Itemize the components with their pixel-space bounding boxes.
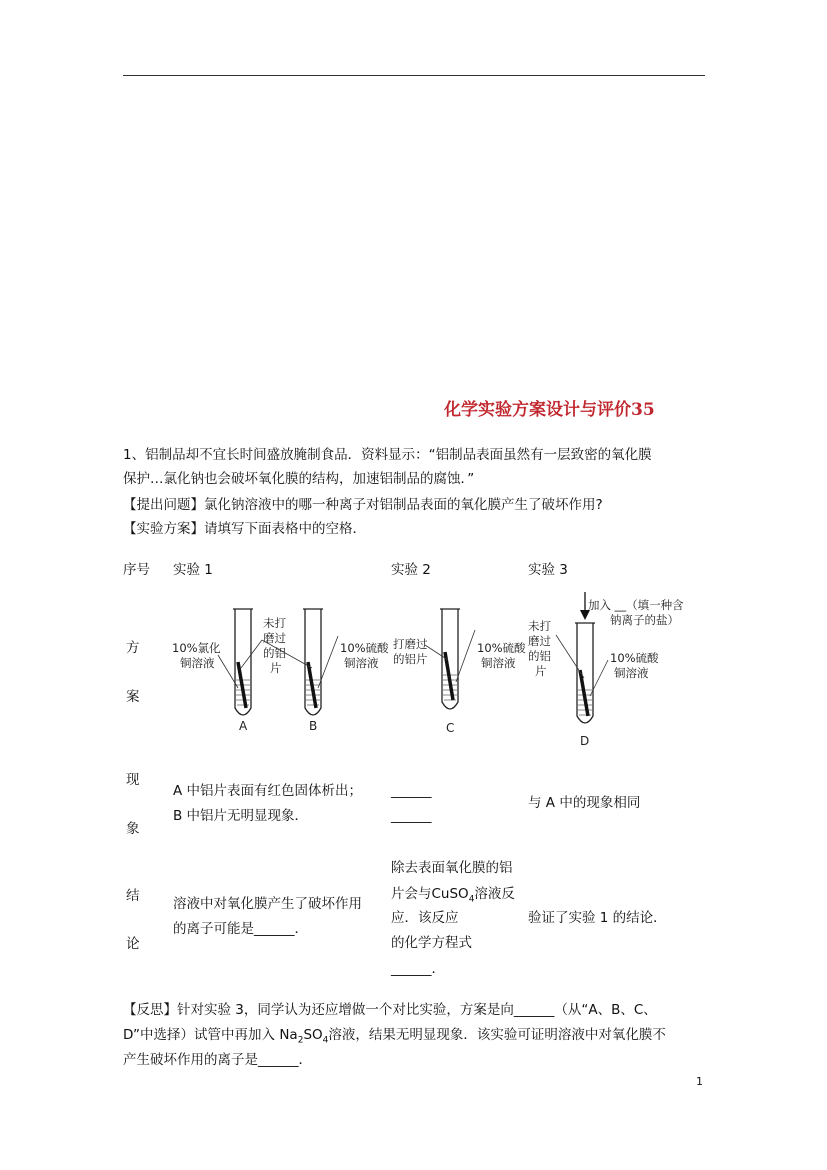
label-d-solution-2: 铜溶液 (614, 666, 649, 680)
page-title: 化学实验方案设计与评价35 (444, 400, 655, 420)
label-a-solution-2: 铜溶液 (180, 656, 215, 670)
label-c-solution-1: 10%硫酸 (477, 641, 526, 655)
observation-exp2-blank-1: ______ (391, 783, 432, 799)
page-number: 1 (696, 1075, 703, 1088)
row-plan-char-2: 案 (126, 689, 140, 705)
label-d-unpolished-4: 片 (535, 664, 547, 678)
tube-label-b: B (309, 719, 318, 733)
label-polished-1: 打磨过 (393, 637, 428, 651)
row-concl-char-2: 论 (126, 936, 140, 952)
reflection-line-2: D”中选择）试管中再加入 $Na_2SO_4$溶液，结果无明显现象．该实验可证明溶液中对氧化膜不 (123, 1027, 666, 1046)
row-concl-char-1: 结 (126, 888, 140, 904)
intro-line-2: 保护…氯化钠也会破坏氧化膜的结构，加速铝制品的腐蚀．” (123, 471, 475, 487)
label-polished-2: 的铝片 (393, 652, 428, 666)
conclusion-exp2-line1: 除去表面氧化膜的铝 (391, 860, 513, 876)
tube-label-c: C (446, 721, 455, 735)
observation-exp1-line2: B 中铝片无明显现象． (173, 808, 309, 824)
label-unpolished-1: 未打 (263, 616, 286, 630)
observation-exp1-line1: A 中铝片表面有红色固体析出； (173, 783, 363, 799)
conclusion-exp2-line3: 应．该反应 (391, 910, 459, 926)
row-plan-char-1: 方 (126, 640, 140, 656)
conclusion-exp2-line2: 片会与CuSO$_4$溶液反 (391, 886, 515, 905)
label-d-solution-1: 10%硫酸 (610, 651, 659, 665)
header-exp2: 实验 2 (391, 562, 431, 578)
conclusion-exp3: 验证了实验 1 的结论． (528, 910, 667, 926)
header-exp3: 实验 3 (528, 562, 568, 578)
label-b-solution-2: 铜溶液 (344, 656, 379, 670)
header-exp1: 实验 1 (173, 562, 213, 578)
label-b-solution-1: 10%硫酸 (340, 641, 389, 655)
label-d-unpolished-3: 的铝 (528, 649, 551, 663)
conclusion-exp1-line1: 溶液中对氧化膜产生了破坏作用 (173, 896, 362, 912)
label-add-salt-2: 钠离子的盐） (610, 613, 679, 627)
observation-exp3: 与 A 中的现象相同 (528, 795, 641, 811)
reflection-line-3: 产生破坏作用的离子是______． (123, 1052, 312, 1068)
conclusion-exp1-line2: 的离子可能是______． (173, 921, 308, 937)
row-obs-char-2: 象 (126, 821, 140, 837)
row-obs-char-1: 现 (126, 772, 140, 788)
conclusion-exp2-blank: ______． (391, 961, 445, 977)
label-d-unpolished-1: 未打 (528, 619, 551, 633)
label-unpolished-3: 的铝 (263, 646, 286, 660)
label-c-solution-2: 铜溶液 (481, 656, 516, 670)
plan-text: 【实验方案】请填写下面表格中的空格． (123, 521, 366, 537)
label-unpolished-4: 片 (270, 661, 282, 675)
observation-exp2-blank-2: ______ (391, 808, 432, 824)
label-unpolished-2: 磨过 (263, 631, 286, 645)
reflection-line-1: 【反思】针对实验 3，同学认为还应增做一个对比实验，方案是向______（从“A、B、C、 (123, 1002, 657, 1018)
tube-label-d: D (580, 734, 590, 748)
tube-label-a: A (239, 719, 248, 733)
label-add-salt-1: 加入 __（填一种含 (588, 598, 684, 612)
header-seq: 序号 (123, 562, 150, 578)
conclusion-exp2-line4: 的化学方程式 (391, 935, 472, 951)
intro-line-1: 1、铝制品却不宜长时间盛放腌制食品．资料显示：“铝制品表面虽然有一层致密的氧化膜 (123, 447, 652, 463)
label-d-unpolished-2: 磨过 (528, 634, 551, 648)
question-text: 【提出问题】氯化钠溶液中的哪一种离子对铝制品表面的氧化膜产生了破坏作用? (123, 497, 603, 513)
label-a-solution-1: 10%氯化 (172, 641, 221, 655)
